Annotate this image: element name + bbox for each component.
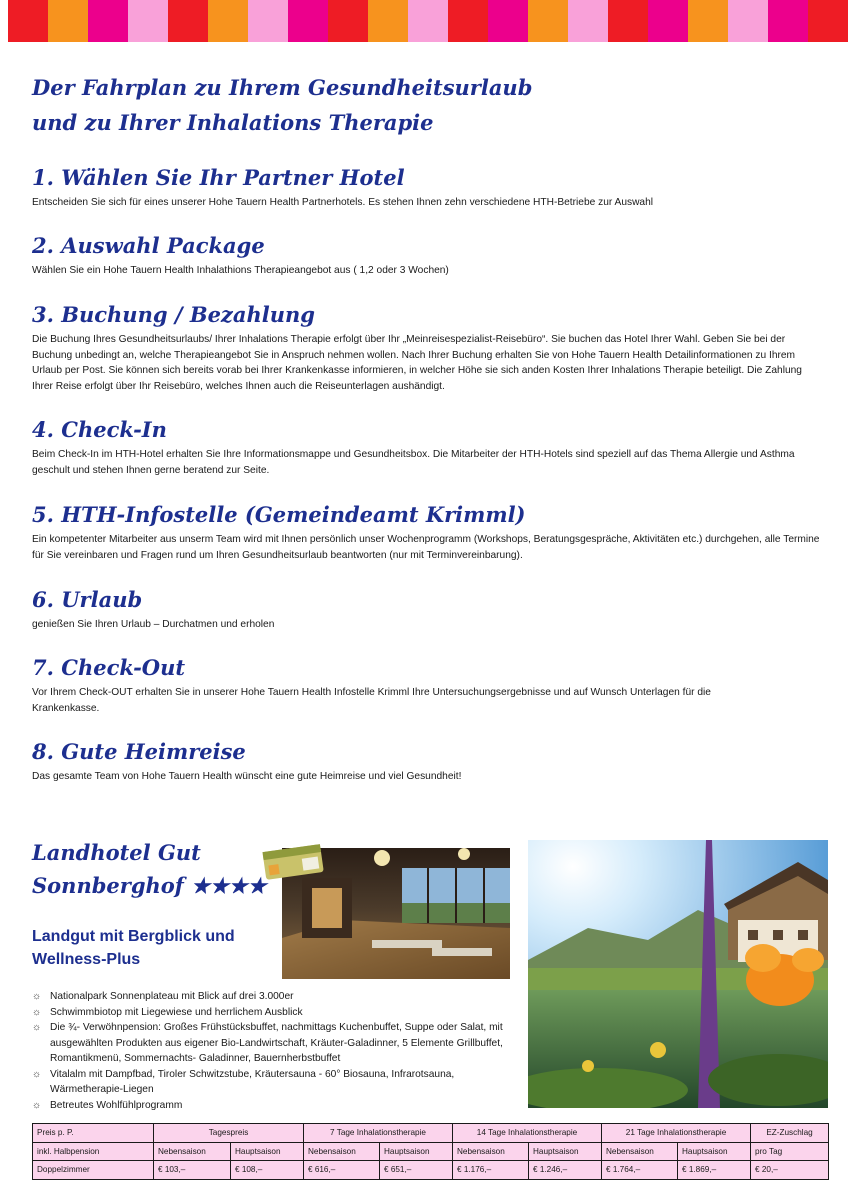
- stripe-block: [8, 0, 48, 42]
- stripe-block: [88, 0, 128, 42]
- sun-bullet-icon: ☼: [32, 1068, 42, 1080]
- hotel-subtitle: [32, 925, 282, 971]
- table-cell: € 108,–: [231, 1161, 304, 1180]
- table-cell: 7 Tage Inhalationstherapie: [304, 1124, 453, 1143]
- page-title-line2: und zu Ihrer Inhalations Therapie: [32, 110, 434, 135]
- stripe-block: [208, 0, 248, 42]
- stripe-block: [768, 0, 808, 42]
- step-6: [32, 586, 822, 633]
- hotel-subtitle-line2: Wellness-Plus: [32, 951, 141, 968]
- hotel-name-line1: Landhotel Gut: [32, 840, 201, 865]
- stripe-block: [488, 0, 528, 42]
- step-title: 5. HTH-Infostelle (Gemeindeamt Krimml): [32, 502, 526, 527]
- stripe-block: [408, 0, 448, 42]
- table-row: [33, 1142, 829, 1161]
- table-cell: Preis p. P.: [33, 1124, 154, 1143]
- hotel-subtitle-line1: Landgut mit Bergblick und: [32, 928, 235, 945]
- step-title: 7. Check-Out: [32, 655, 186, 680]
- table-row: [33, 1124, 829, 1143]
- feature-item: [32, 1005, 512, 1021]
- step-text: Wählen Sie ein Hohe Tauern Health Inhalathions Therapieangebot aus ( 1,2 oder 3 Wochen): [32, 265, 449, 276]
- table-cell: inkl. Halbpension: [33, 1142, 154, 1161]
- table-cell: € 20,–: [751, 1161, 829, 1180]
- hotel-name-line2: Sonnberghof ★★★★: [32, 873, 267, 898]
- step-4: [32, 416, 822, 478]
- stripe-block: [48, 0, 88, 42]
- stripe-block: [648, 0, 688, 42]
- feature-text: Die ¾- Verwöhnpension: Großes Frühstücksbuffet, nachmittags Kuchenbuffet, Suppe oder Salat, mit ausgewählten Produkten aus eigener Bio-Landwirtschaft, Kräuter-Galadinner, 5 Elemente Grillbuffet, Romantikmenü, Sommernachts- Galadinner, Bauernherbstbuffet: [50, 1022, 503, 1064]
- step-title: 2. Auswahl Package: [32, 233, 265, 258]
- table-cell: Hauptsaison: [231, 1142, 304, 1161]
- garden-pond-photo: [528, 840, 828, 1108]
- feature-text: Vitalalm mit Dampfbad, Tiroler Schwitzstube, Kräutersauna - 60° Biosauna, Infrarotsauna, Wärmetherapie-Liegen: [50, 1068, 455, 1095]
- table-cell: Nebensaison: [602, 1142, 678, 1161]
- step-5: [32, 501, 822, 563]
- sun-bullet-icon: ☼: [32, 1099, 42, 1111]
- stripe-block: [288, 0, 328, 42]
- step-title: 1. Wählen Sie Ihr Partner Hotel: [32, 165, 405, 190]
- sun-bullet-icon: ☼: [32, 1006, 42, 1018]
- step-3: [32, 301, 822, 394]
- stripe-block: [608, 0, 648, 42]
- step-title: 8. Gute Heimreise: [32, 739, 246, 764]
- table-cell: Hauptsaison: [529, 1142, 602, 1161]
- step-text: Ein kompetenter Mitarbeiter aus unserm Team wird mit Ihnen persönlich unser Wochenprogramm (Workshops, Beratungsgespräche, Aktivitäten etc.) durchgehen, alle Termine für Sie vereinbaren und Fragen rund um Ihren Gesundheitsurlaub beantworten (nur mit Terminvereinbarung).: [32, 534, 820, 561]
- step-2: [32, 232, 822, 279]
- table-cell: Doppelzimmer: [33, 1161, 154, 1180]
- sun-bullet-icon: ☼: [32, 1022, 42, 1033]
- step-text: Entscheiden Sie sich für eines unserer Hohe Tauern Health Partnerhotels. Es stehen Ihnen zehn verschiedene HTH-Betriebe zur Auswahl: [32, 197, 654, 208]
- feature-item: [32, 989, 512, 1005]
- step-8: [32, 738, 822, 785]
- feature-text: Betreutes Wohlfühlprogramm: [50, 1099, 183, 1111]
- stripe-block: [568, 0, 608, 42]
- step-7: [32, 654, 822, 716]
- table-cell: Nebensaison: [453, 1142, 529, 1161]
- table-cell: € 1.764,–: [602, 1161, 678, 1180]
- table-cell: Nebensaison: [304, 1142, 380, 1161]
- table-cell: pro Tag: [751, 1142, 829, 1161]
- table-cell: € 1.246,–: [529, 1161, 602, 1180]
- nationalpark-sommercard-badge: [260, 842, 326, 880]
- hotel-feature-list: [32, 989, 512, 1113]
- table-cell: EZ-Zuschlag: [751, 1124, 829, 1143]
- stripe-block: [528, 0, 568, 42]
- sun-bullet-icon: ☼: [32, 991, 42, 1002]
- stripe-block: [448, 0, 488, 42]
- table-cell: 14 Tage Inhalationstherapie: [453, 1124, 602, 1143]
- stripe-block: [808, 0, 848, 42]
- step-text: Das gesamte Team von Hohe Tauern Health wünscht eine gute Heimreise und viel Gesundheit!: [32, 771, 462, 782]
- hotel-name: [32, 836, 282, 902]
- table-cell: 21 Tage Inhalationstherapie: [602, 1124, 751, 1143]
- table-cell: Tagespreis: [154, 1124, 304, 1143]
- feature-item: [32, 1067, 512, 1098]
- feature-text: Schwimmbiotop mit Liegewiese und herrlichem Ausblick: [50, 1006, 303, 1018]
- price-table: [32, 1123, 829, 1180]
- table-cell: Hauptsaison: [678, 1142, 751, 1161]
- page-title: [32, 70, 732, 140]
- table-cell: € 103,–: [154, 1161, 231, 1180]
- step-text: Vor Ihrem Check-OUT erhalten Sie in unserer Hohe Tauern Health Infostelle Krimml Ihre Untersuchungsergebnisse und auf Wunsch Unterlagen für die Krankenkasse.: [32, 687, 711, 714]
- stripe-block: [328, 0, 368, 42]
- table-cell: € 651,–: [380, 1161, 453, 1180]
- stripe-block: [688, 0, 728, 42]
- stripe-block: [248, 0, 288, 42]
- table-cell: € 616,–: [304, 1161, 380, 1180]
- stripe-block: [728, 0, 768, 42]
- page-title-line1: Der Fahrplan zu Ihrem Gesundheitsurlaub: [32, 75, 533, 100]
- table-cell: Nebensaison: [154, 1142, 231, 1161]
- table-cell: € 1.176,–: [453, 1161, 529, 1180]
- step-title: 6. Urlaub: [32, 587, 143, 612]
- feature-item: [32, 1098, 512, 1114]
- stripe-block: [168, 0, 208, 42]
- step-title: 3. Buchung / Bezahlung: [32, 302, 315, 327]
- stripe-block: [128, 0, 168, 42]
- table-cell: Hauptsaison: [380, 1142, 453, 1161]
- color-stripe: [8, 0, 848, 42]
- step-text: genießen Sie Ihren Urlaub – Durchatmen und erholen: [32, 619, 275, 630]
- table-cell: € 1.869,–: [678, 1161, 751, 1180]
- step-text: Beim Check-In im HTH-Hotel erhalten Sie Ihre Informationsmappe und Gesundheitsbox. Die Mitarbeiter der HTH-Hotels sind speziell auf das Thema Allergie und Asthma geschult und stehen Ihnen gerne beratend zur Seite.: [32, 449, 795, 476]
- feature-item: [32, 1020, 512, 1067]
- feature-text: Nationalpark Sonnenplateau mit Blick auf drei 3.000er: [50, 991, 294, 1002]
- step-text: Die Buchung Ihres Gesundheitsurlaubs/ Ihrer Inhalations Therapie erfolgt über Ihr „Meinreisespezialist-Reisebüro“. Sie buchen das Hotel Ihrer Wahl. Geben Sie bei der Buchung unbedingt an, welche Therapieangebot Sie in Anspruch nehmen wollen. Nach Ihrer Buchung erhalten Sie von Hohe Tauern Health Detailinformationen zu Ihrem Urlaub per Post. Sie können sich bereits vorab bei Ihrer Krankenkasse informieren, in welcher Höhe sie sich anden Kosten Ihrer Inhalations Therapie beteiligt. Die Zahlung Ihrer Reise erfolgt über Ihr Reisebüro, welches Ihnen auch die Reiseunterlagen aushändigt.: [32, 334, 802, 392]
- step-1: [32, 164, 822, 211]
- table-row: [33, 1161, 829, 1180]
- stripe-block: [368, 0, 408, 42]
- step-title: 4. Check-In: [32, 417, 167, 442]
